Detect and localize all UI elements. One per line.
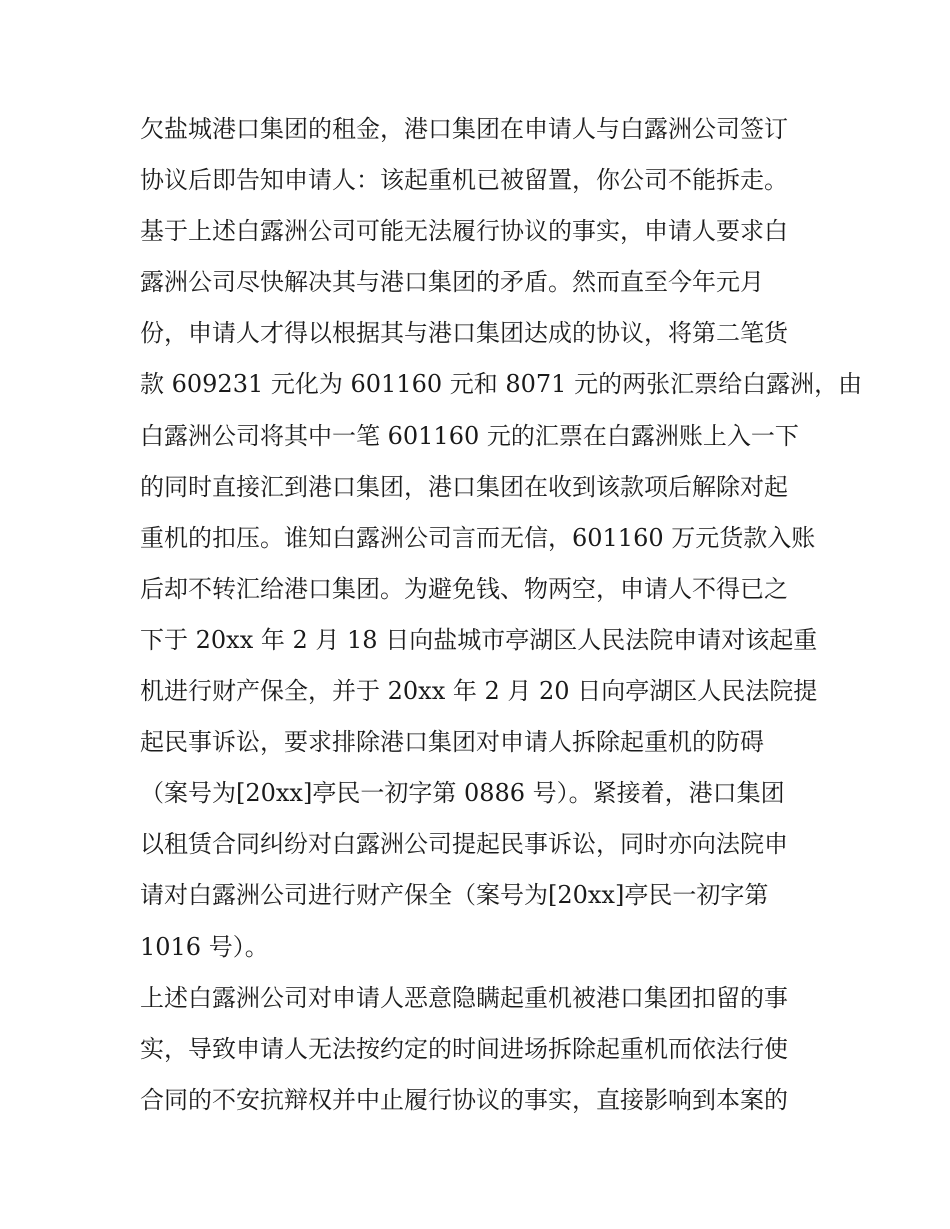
text-line: 1016 号）。 [140,932,269,961]
text-line: 请对白露洲公司进行财产保全（案号为[20xx]亭民一初字第 [140,881,769,910]
text-line: 起民事诉讼，要求排除港口集团对申请人拆除起重机的防碍 [140,728,764,757]
document-body [140,104,863,1126]
text-line: 露洲公司尽快解决其与港口集团的矛盾。然而直至今年元月 [140,268,764,297]
text-line: 基于上述白露洲公司可能无法履行协议的事实，申请人要求白 [140,217,788,246]
text-line: 后却不转汇给港口集团。为避免钱、物两空，申请人不得已之 [140,574,788,603]
text-line: （案号为[20xx]亭民一初字第 0886 号）。紧接着，港口集团 [140,779,785,808]
text-line: 欠盐城港口集团的租金，港口集团在申请人与白露洲公司签订 [140,115,788,143]
text-line: 下于 20xx 年 2 月 18 日向盐城市亭湖区人民法院申请对该起重 [140,625,818,654]
text-line: 重机的扣压。谁知白露洲公司言而无信，601160 万元货款入账 [140,523,816,552]
text-line: 实，导致申请人无法按约定的时间进场拆除起重机而依法行使 [140,1034,788,1063]
text-line: 协议后即告知申请人：该起重机已被留置，你公司不能拆走。 [140,166,788,195]
text-line: 上述白露洲公司对申请人恶意隐瞒起重机被港口集团扣留的事 [140,983,788,1012]
text-line: 白露洲公司将其中一笔 601160 元的汇票在白露洲账上入一下 [140,421,799,450]
text-line: 的同时直接汇到港口集团，港口集团在收到该款项后解除对起 [140,472,788,501]
text-line: 合同的不安抗辩权并中止履行协议的事实，直接影响到本案的 [140,1085,788,1114]
text-line: 以租赁合同纠纷对白露洲公司提起民事诉讼，同时亦向法院申 [140,830,788,859]
text-line: 机进行财产保全，并于 20xx 年 2 月 20 日向亭湖区人民法院提 [140,677,818,706]
text-line: 款 609231 元化为 601160 元和 8071 元的两张汇票给白露洲，由 [140,370,863,399]
text-line: 份，申请人才得以根据其与港口集团达成的协议，将第二笔货 [140,319,788,348]
